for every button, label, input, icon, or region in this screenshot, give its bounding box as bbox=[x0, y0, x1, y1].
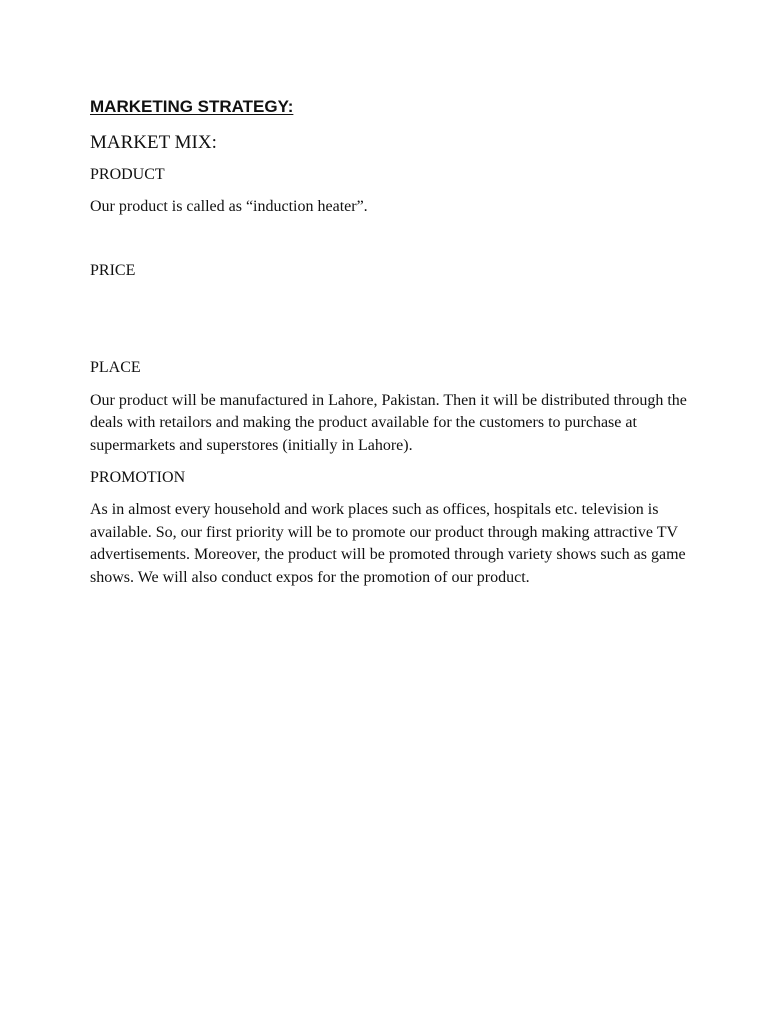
paragraph-place: Our product will be manufactured in Lahore, Pakistan. Then it will be distributed through the deals with retailors and making the product available for the customers to purchase at supermarkets and superstores (initially in Lahore). bbox=[90, 391, 687, 454]
heading-price: PRICE bbox=[90, 261, 136, 279]
paragraph-promotion: As in almost every household and work places such as offices, hospitals etc. television is available. So, our first priority will be to promote our product through making attractive TV advertisements. Moreover, the product will be promoted through variety shows such as game shows. We will also conduct expos for the promotion of our product. bbox=[90, 501, 686, 586]
heading-product: PRODUCT bbox=[90, 166, 165, 183]
document-body bbox=[90, 94, 690, 589]
paragraph-product: Our product is called as “induction heater”. bbox=[90, 198, 368, 215]
heading-place: PLACE bbox=[90, 358, 141, 376]
heading-promotion: PROMOTION bbox=[90, 469, 186, 486]
page-title: MARKETING STRATEGY: bbox=[90, 97, 294, 116]
section-subtitle-market-mix: MARKET MIX: bbox=[90, 132, 217, 153]
